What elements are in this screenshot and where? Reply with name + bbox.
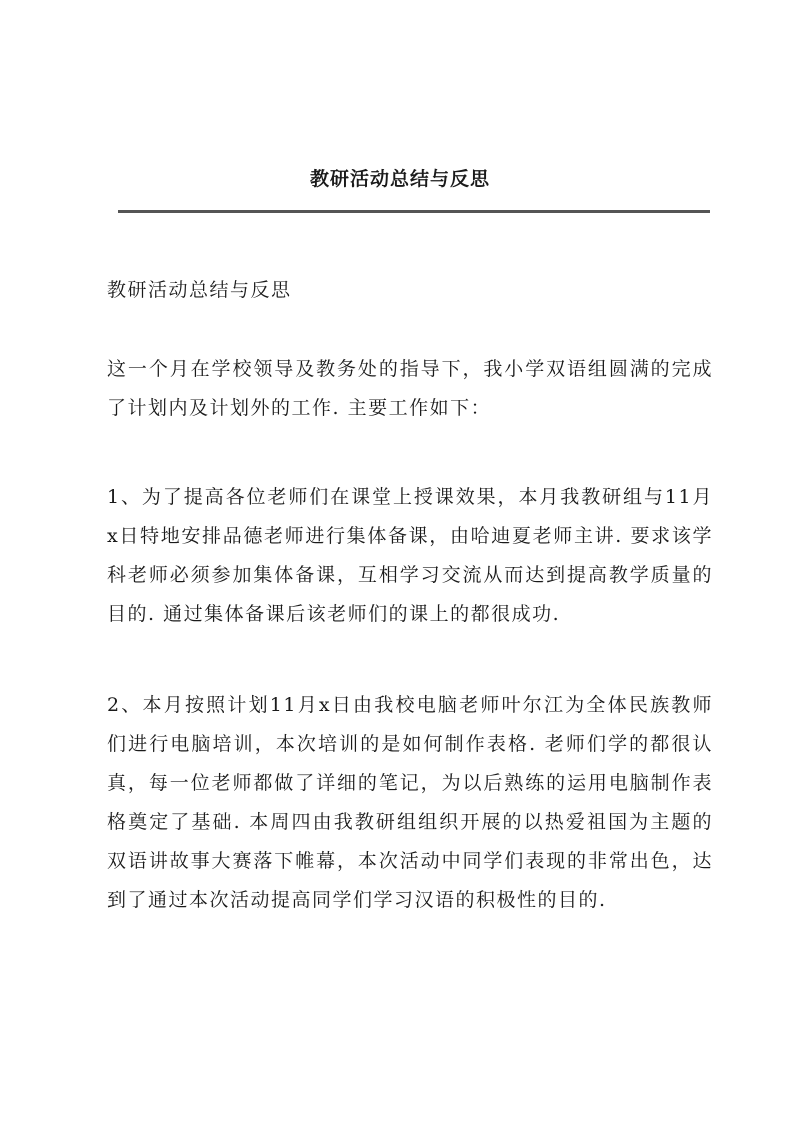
intro-paragraph: 这一个月在学校领导及教务处的指导下，我小学双语组圆满的完成了计划内及计划外的工作. 主要工作如下：	[107, 358, 713, 419]
title-divider	[118, 210, 710, 213]
paragraph-item-2: 2、本月按照计划11月x日由我校电脑老师叶尔江为全体民族教师们进行电脑培训，本次培训的是如何制作表格. 老师们学的都很认真，每一位老师都做了详细的笔记，为以后熟练的运用电脑制作表格奠定了基础. 本周四由我教研组组织开展的以热爱祖国为主题的双语讲故事大赛落下帷幕，本次活动中同学们表现的非常出色，达到了通过本次活动提高同学们学习汉语的积极性的目的.	[107, 694, 713, 911]
document-title: 教研活动总结与反思	[309, 168, 490, 190]
paragraph-item-1: 1、为了提高各位老师们在课堂上授课效果，本月我教研组与11月x日特地安排品德老师进行集体备课，由哈迪夏老师主讲. 要求该学科老师必须参加集体备课，互相学习交流从而达到提高教学质量的目的. 通过集体备课后该老师们的课上的都很成功.	[107, 486, 713, 625]
section-heading: 教研活动总结与反思	[107, 279, 292, 301]
